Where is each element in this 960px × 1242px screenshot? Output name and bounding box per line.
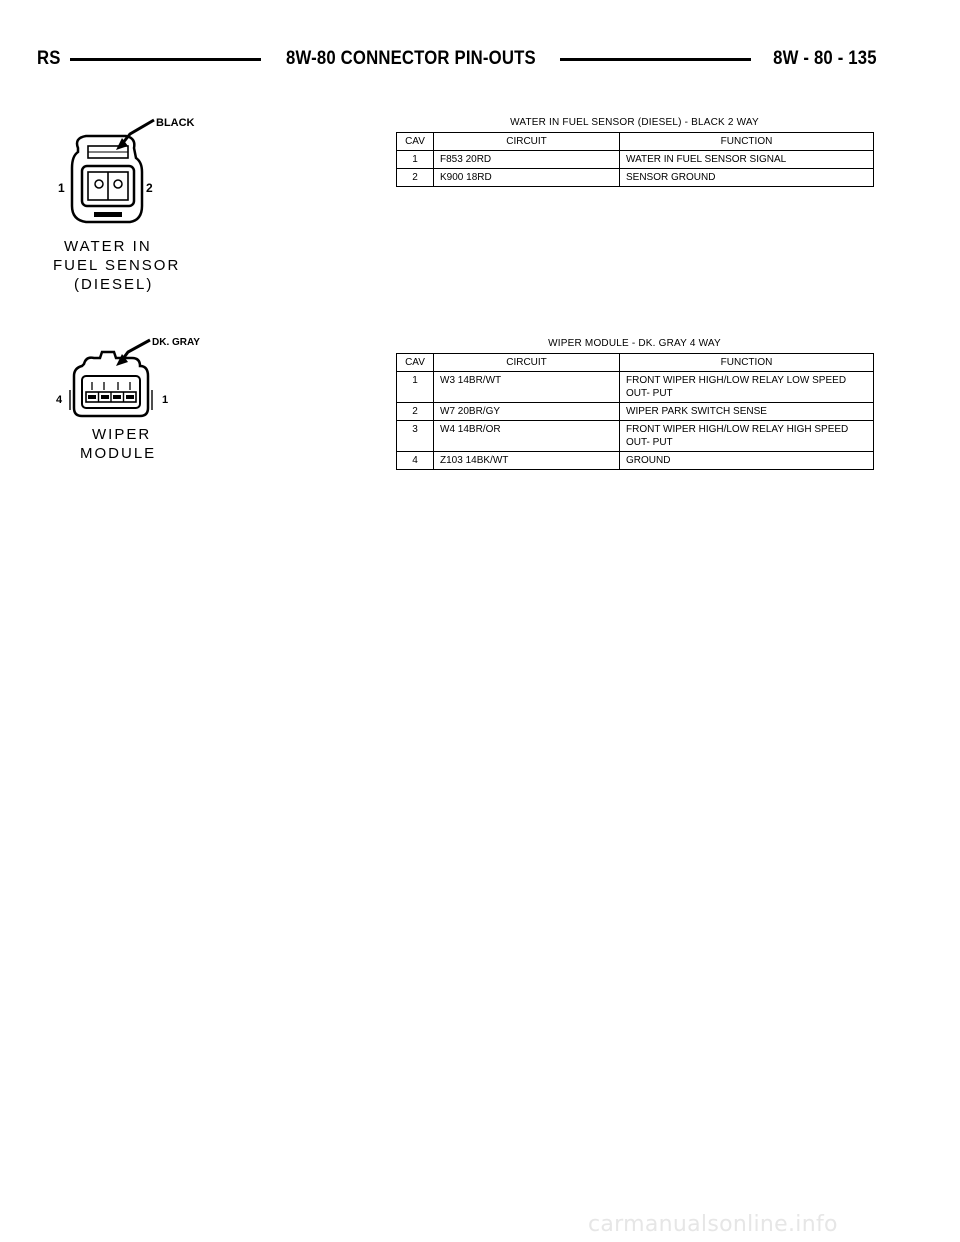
cav-cell: 4 [397,452,434,470]
cav-cell: 2 [397,403,434,421]
header-left: RS [37,48,61,69]
pin-cavity [114,180,122,188]
table-title: WIPER MODULE - DK. GRAY 4 WAY [548,338,721,349]
function-cell: FRONT WIPER HIGH/LOW RELAY LOW SPEED OUT- PUT [620,372,874,403]
water-in-fuel-sensor-diagram [50,108,210,298]
leader-arrow [122,120,154,144]
pin-number-right: 1 [162,394,169,406]
pin-cavity [101,395,109,399]
table-row [397,169,874,187]
connector-base-rib [94,212,122,217]
table-row [397,403,874,421]
header-title: 8W-80 CONNECTOR PIN-OUTS [285,48,536,69]
function-cell: GROUND [620,452,874,470]
table-row [397,452,874,470]
connector-name-line: WATER IN [64,238,152,255]
connector-name-line: WIPER [92,426,152,443]
connector-body [74,352,148,416]
wiper-module-diagram [52,332,212,467]
table-row [397,421,874,452]
pin-cavity [126,395,134,399]
pin-cavity [88,395,96,399]
header-page-number: 8W - 80 - 135 [773,48,877,69]
function-cell: WIPER PARK SWITCH SENSE [620,403,874,421]
page-header [37,46,877,72]
circuit-cell: W4 14BR/OR [434,421,620,452]
pin-number-left: 4 [56,394,63,406]
column-header: FUNCTION [620,133,874,151]
circuit-cell: W3 14BR/WT [434,372,620,403]
pin-number-left: 1 [58,181,65,195]
circuit-cell: F853 20RD [434,151,620,169]
header-rule-right [560,58,751,61]
column-header: CAV [397,133,434,151]
circuit-cell: W7 20BR/GY [434,403,620,421]
header-rule-left [70,58,261,61]
cav-cell: 1 [397,151,434,169]
water-in-fuel-sensor-table-block [396,117,873,187]
cav-cell: 2 [397,169,434,187]
pin-cavity [95,180,103,188]
function-cell: FRONT WIPER HIGH/LOW RELAY HIGH SPEED OUT- PUT [620,421,874,452]
circuit-cell: Z103 14BK/WT [434,452,620,470]
table-row [397,151,874,169]
pinout-table [396,132,874,187]
column-header: FUNCTION [620,354,874,372]
connector-color-label: BLACK [156,117,195,129]
function-cell: SENSOR GROUND [620,169,874,187]
pin-cavity [113,395,121,399]
column-header: CIRCUIT [434,354,620,372]
function-cell: WATER IN FUEL SENSOR SIGNAL [620,151,874,169]
cav-cell: 1 [397,372,434,403]
table-title: WATER IN FUEL SENSOR (DIESEL) - BLACK 2 WAY [510,117,759,128]
table-header-row [397,133,874,151]
circuit-cell: K900 18RD [434,169,620,187]
pinout-table [396,353,874,470]
table-row [397,372,874,403]
column-header: CAV [397,354,434,372]
column-header: CIRCUIT [434,133,620,151]
connector-name-line: (DIESEL) [74,276,154,293]
connector-color-label: DK. GRAY [152,337,200,348]
cav-cell: 3 [397,421,434,452]
pin-number-right: 2 [146,181,153,195]
watermark-link[interactable]: carmanualsonline.info [588,1212,838,1237]
table-header-row [397,354,874,372]
connector-name-line: FUEL SENSOR [53,257,181,274]
connector-name-line: MODULE [80,445,157,462]
wiper-module-table-block [396,338,873,470]
